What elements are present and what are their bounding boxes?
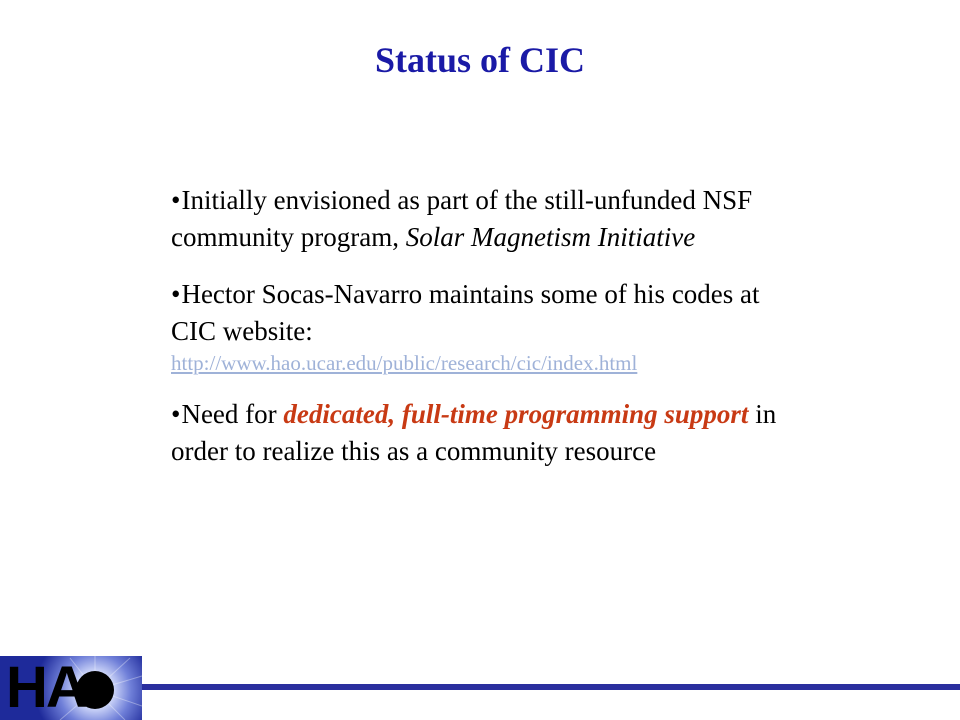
bullet-italic-text: Solar Magnetism Initiative xyxy=(405,222,696,252)
bullet-dot: • xyxy=(171,279,181,309)
bullet-item-initially-envisioned xyxy=(171,182,781,256)
logo-wordmark: HA xyxy=(6,655,86,720)
cic-website-link[interactable]: http://www.hao.ucar.edu/public/research/cic/index.html xyxy=(171,351,638,375)
bullet-item-need-for xyxy=(171,396,781,470)
bullet-dot: • xyxy=(171,185,181,215)
footer-rule xyxy=(142,684,960,690)
bullet-text-suffix: in order to realize this as a community resource xyxy=(171,399,777,466)
bullet-text: Initially envisioned as part of the still-unfunded NSF community program, xyxy=(171,185,753,252)
highlight-text-support: support xyxy=(664,399,749,429)
bullet-text: Hector Socas-Navarro maintains some of his codes at CIC website: xyxy=(171,279,760,346)
bullet-dot: • xyxy=(171,399,181,429)
slide-title: Status of CIC xyxy=(374,40,586,80)
bullet-list xyxy=(171,182,781,490)
bullet-text: Need for xyxy=(181,399,284,429)
highlight-text: dedicated, full-time programming xyxy=(283,399,658,429)
bullet-item-hector xyxy=(171,276,781,376)
